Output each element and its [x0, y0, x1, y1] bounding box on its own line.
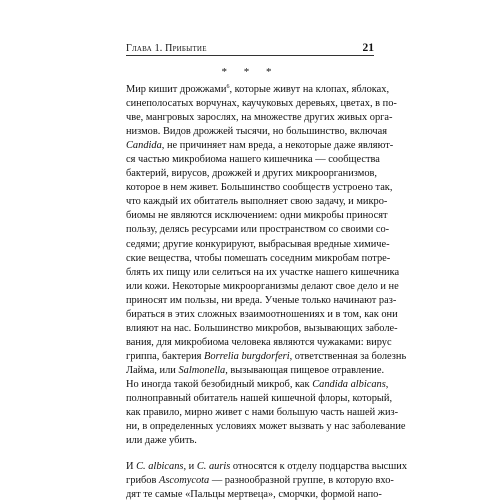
italic-term: Salmonella — [178, 364, 226, 376]
text-line: влияют на нас. Большинство микробов, вызывающих заболе- — [126, 322, 398, 334]
text-line: дят те самые «Пальцы мертвеца», сморчки, формой напо- — [126, 489, 382, 501]
text-line: как правило, мирно живет с нами большую часть нашей жиз- — [126, 407, 399, 419]
italic-term: C. albicans — [136, 461, 184, 473]
text-line: Лайма, или Salmonella, вызывающая пищевое отравление. — [126, 364, 385, 376]
italic-term: Candida albicans — [312, 378, 386, 390]
text-line: Но иногда такой безобидный микроб, как Candida albicans, — [126, 378, 389, 390]
text-line: ся частью микробиома нашего кишечника — сообщества — [126, 154, 380, 166]
text-line: синеполосатых ворчунах, каучуковых деревьях, цветах, в по- — [126, 98, 397, 110]
text-line: грибов Ascomycota — разнообразной группе, в которую вхо- — [126, 475, 394, 487]
paragraph — [126, 460, 408, 502]
text-line: гриппа, бактерия Borrelia burgdorferi, ответственная за болезнь — [126, 350, 407, 362]
italic-term: C. auris — [196, 461, 231, 473]
text-line: блять их пищу или селиться на их участке нашего кишечника — [126, 266, 400, 278]
text-line: приносят им пользы, ни вреда. Ученые только начинают раз- — [126, 294, 397, 306]
text-line: бираться в этих сложных взаимоотношениях и в том, как они — [126, 308, 398, 320]
text-line: Candida, не причиняет нам вреда, а некоторые даже являют- — [126, 140, 394, 152]
italic-term: Borrelia burgdorferi — [204, 350, 290, 362]
page-number: 21 — [362, 42, 374, 54]
paragraph — [126, 83, 407, 448]
chapter-title: Глава 1. Прибытие — [126, 43, 207, 54]
text-line: или даже убить. — [126, 435, 197, 447]
body-text — [126, 83, 408, 502]
text-line: чве, мангровых зарослях, на множестве других живых орга- — [126, 112, 393, 124]
text-line: Мир кишит дрожжами$^6$, которые живут на клопах, яблоках, — [126, 84, 390, 95]
italic-term: Candida — [126, 140, 162, 152]
text-line: пользу, делясь ресурсами или пространством со своими со- — [126, 224, 390, 236]
text-line: которое в нем живет. Большинство сообществ устроено так, — [126, 182, 393, 194]
text-line: ские вещества, чтобы помешать соседним микробам потре- — [126, 252, 391, 264]
italic-term: Ascomycota — [159, 475, 210, 487]
text-line: седями; другие конкурируют, выбрасывая вредные химиче- — [126, 238, 390, 250]
header-rule — [126, 55, 374, 56]
text-line: низмов. Видов дрожжей тысячи, но большинство, включая — [126, 126, 387, 138]
text-line: что каждый их обитатель выполняет свою задачу, и микро- — [126, 196, 388, 208]
section-separator: * * * — [221, 66, 279, 78]
text-line: или кожи. Некоторые микроорганизмы делают свое дело и не — [126, 280, 399, 292]
text-line: полноправный обитатель нашей кишечной флоры, который, — [126, 393, 393, 405]
text-line: И C. albicans, и C. auris относятся к отделу подцарства высших — [126, 461, 408, 473]
text-line: вания, для микробиома человека являются чужаками: вирус — [126, 336, 392, 348]
text-line: бактерий, вирусов, дрожжей и других микроорганизмов, — [126, 168, 378, 180]
text-line: биомы не являются исключением: одни микробы приносят — [126, 210, 388, 222]
running-head — [126, 36, 374, 54]
text-line: ни, в определенных условиях может вызвать у нас заболевание — [126, 421, 406, 433]
footnote-marker: 6 — [226, 84, 230, 90]
